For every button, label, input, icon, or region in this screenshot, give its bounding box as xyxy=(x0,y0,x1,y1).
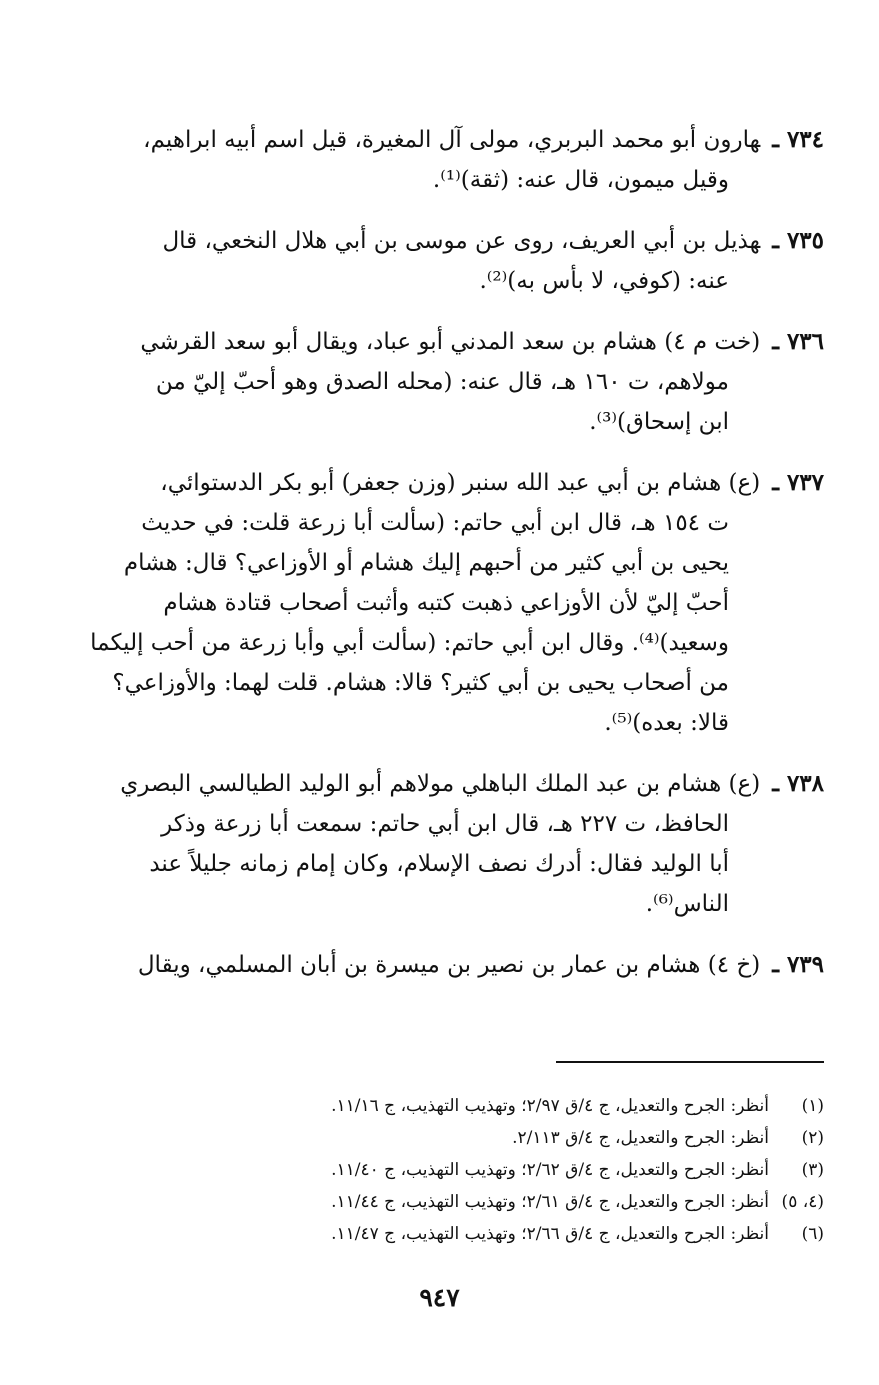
entry-number: ٧٣٦ ـ xyxy=(772,328,824,355)
entry-number: ٧٣٧ ـ xyxy=(772,469,824,496)
footnote xyxy=(54,1218,824,1250)
footnote-label: (٤، ٥) xyxy=(781,1192,824,1212)
footnote-text: أنظر: الجرح والتعديل، ج ٤/ق ٢/٦٦؛ وتهذيب التهذيب، ج ١١/٤٧. xyxy=(331,1224,769,1244)
page-number: ٩٤٧ xyxy=(419,1283,460,1312)
entry-number: ٧٣٤ ـ xyxy=(772,126,824,153)
entry-text-line: من أصحاب يحيى بن أبي كثير؟ قالا: هشام. قلت لهما: والأوزاعي؟ xyxy=(112,670,729,696)
entry-735 xyxy=(54,221,824,301)
entry-737 xyxy=(54,463,824,743)
footnote xyxy=(54,1186,824,1218)
footnote-label: (٦) xyxy=(801,1224,824,1244)
footnote-text: أنظر: الجرح والتعديل، ج ٤/ق ٢/١١٣. xyxy=(512,1128,769,1148)
entry-736 xyxy=(54,322,824,442)
entry-text-line: (خ ٤) هشام بن عمار بن نصير بن ميسرة بن أبان المسلمي، ويقال xyxy=(137,952,761,978)
entry-number: ٧٣٩ ـ xyxy=(772,951,824,978)
entry-text-line: هذيل بن أبي العريف، روى عن موسى بن أبي هلال النخعي، قال xyxy=(162,228,761,254)
entry-text-line: (ع) هشام بن عبد الملك الباهلي مولاهم أبو الوليد الطيالسي البصري xyxy=(120,771,761,797)
footnote xyxy=(54,1154,824,1186)
footnote-divider xyxy=(556,1061,824,1063)
footnote-text: أنظر: الجرح والتعديل، ج ٤/ق ٢/٦١؛ وتهذيب التهذيب، ج ١١/٤٤. xyxy=(331,1192,769,1212)
entries-list xyxy=(54,120,824,1006)
entry-text-line: عنه: (كوفي، لا بأس به)⁽²⁾. xyxy=(479,268,729,294)
entry-738 xyxy=(54,764,824,924)
entry-739 xyxy=(54,945,824,985)
footnote xyxy=(54,1122,824,1154)
entry-text-line: أحبّ إليّ لأن الأوزاعي ذهبت كتبه وأثبت أصحاب قتادة هشام xyxy=(163,590,729,616)
entry-number: ٧٣٨ ـ xyxy=(772,770,824,797)
footnote xyxy=(54,1090,824,1122)
entry-text-line: (ع) هشام بن أبي عبد الله سنبر (وزن جعفر) أبو بكر الدستوائي، xyxy=(160,470,761,496)
footnote-label: (١) xyxy=(801,1096,824,1116)
entry-text-line: وقيل ميمون، قال عنه: (ثقة)⁽¹⁾. xyxy=(432,167,729,193)
entry-text-line: يحيى بن أبي كثير من أحبهم إليك هشام أو الأوزاعي؟ قال: هشام xyxy=(123,550,729,576)
entry-text-line: الحافظ، ت ٢٢٧ هـ، قال ابن أبي حاتم: سمعت أبا زرعة وذكر xyxy=(161,811,729,837)
entry-number: ٧٣٥ ـ xyxy=(772,227,824,254)
entry-text-line: (خت م ٤) هشام بن سعد المدني أبو عباد، ويقال أبو سعد القرشي xyxy=(140,329,761,355)
entry-text-line: وسعيد)⁽⁴⁾. وقال ابن أبي حاتم: (سألت أبي وأبا زرعة من أحب إليكما xyxy=(90,630,729,656)
entry-text-line: هارون أبو محمد البربري، مولى آل المغيرة، قيل اسم أبيه ابراهيم، xyxy=(143,127,761,153)
entry-text-line: مولاهم، ت ١٦٠ هـ، قال عنه: (محله الصدق وهو أحبّ إليّ من xyxy=(155,369,729,395)
entry-text-line: ابن إسحاق)⁽³⁾. xyxy=(589,409,729,435)
footnotes-list xyxy=(54,1090,824,1250)
entry-734 xyxy=(54,120,824,200)
entry-text-line: الناس⁽⁶⁾. xyxy=(645,891,729,917)
footnote-label: (٢) xyxy=(801,1128,824,1148)
entry-text-line: قالا: بعده)⁽⁵⁾. xyxy=(604,710,729,736)
entry-text-line: أبا الوليد فقال: أدرك نصف الإسلام، وكان إمام زمانه جليلاً عند xyxy=(149,851,729,877)
entry-text-line: ت ١٥٤ هـ، قال ابن أبي حاتم: (سألت أبا زرعة قلت: في حديث xyxy=(141,510,729,536)
footnote-text: أنظر: الجرح والتعديل، ج ٤/ق ٢/٩٧؛ وتهذيب التهذيب، ج ١١/١٦. xyxy=(331,1096,769,1116)
footnote-label: (٣) xyxy=(801,1160,824,1180)
footnote-text: أنظر: الجرح والتعديل، ج ٤/ق ٢/٦٢؛ وتهذيب التهذيب، ج ١١/٤٠. xyxy=(331,1160,769,1180)
